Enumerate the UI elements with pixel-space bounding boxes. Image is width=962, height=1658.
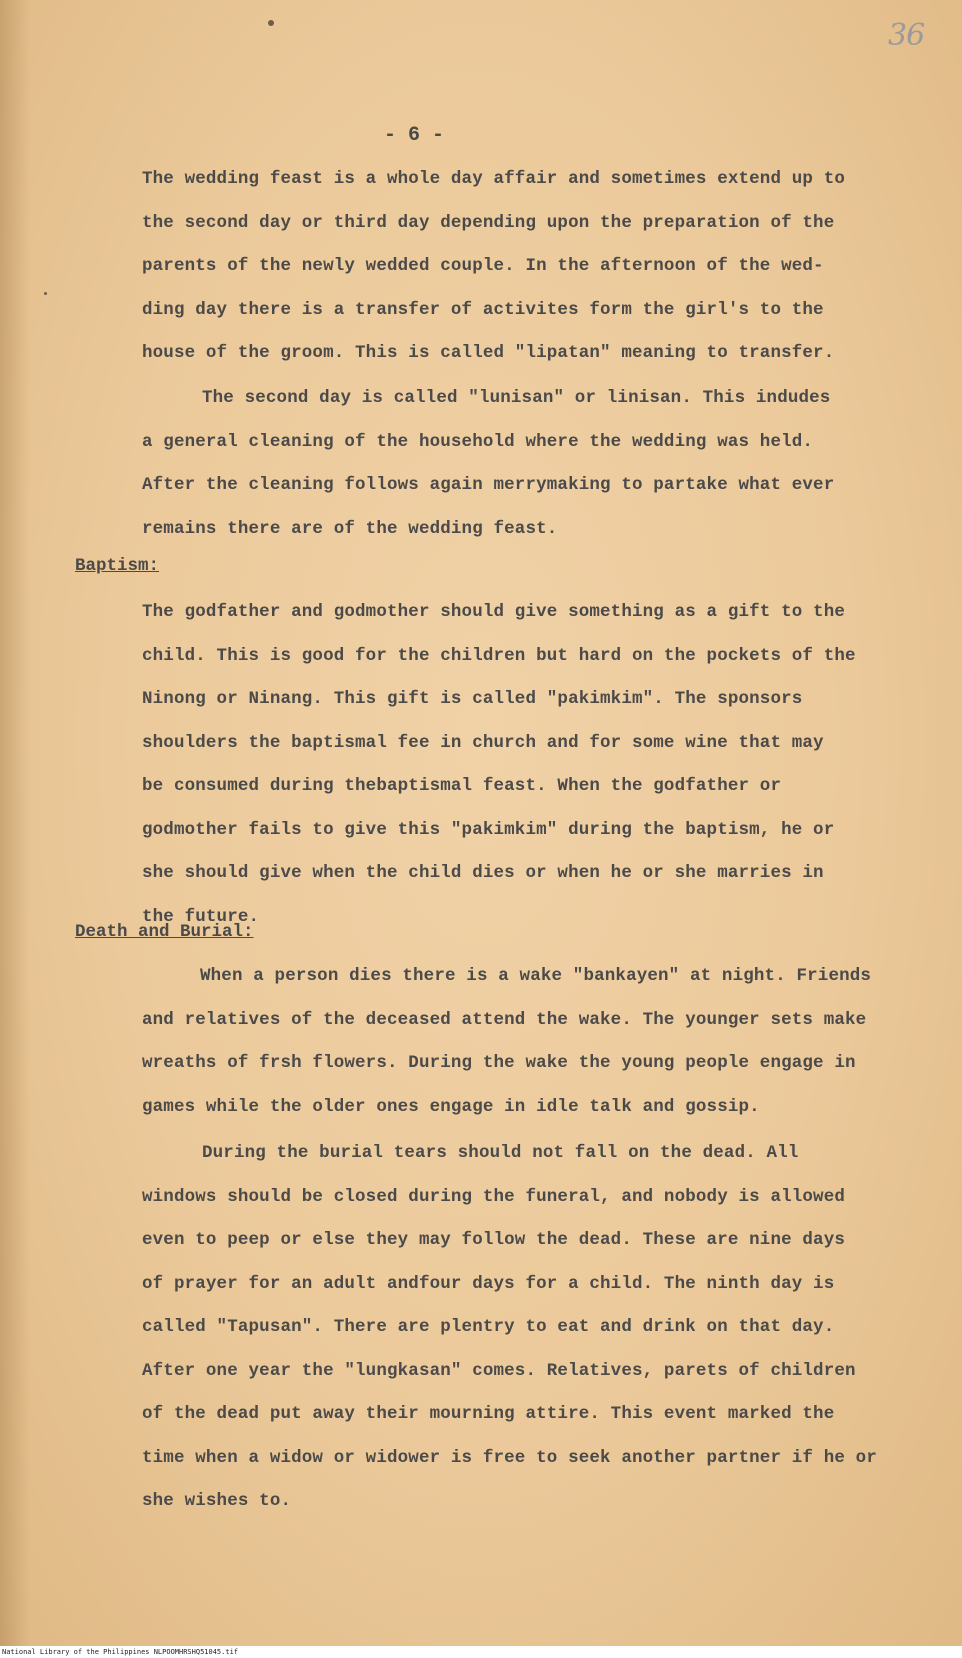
text-line: time when a widow or widower is free to seek another partner if he or (142, 1447, 877, 1468)
text-line: and relatives of the deceased attend the wake. The younger sets make (142, 1009, 867, 1030)
text-line: ding day there is a transfer of activites form the girl's to the (142, 299, 824, 320)
text-line: When a person dies there is a wake "bankayen" at night. Friends (200, 966, 872, 986)
text-line: even to peep or else they may follow the dead. These are nine days (142, 1230, 846, 1250)
text-line: she should give when the child dies or when he or she marries in (142, 863, 824, 883)
text-line: child. This is good for the children but hard on the pockets of the (142, 645, 856, 666)
text-line: Ninong or Ninang. This gift is called "pakimkim". The sponsors (142, 689, 803, 709)
text-line: the second day or third day depending upon the preparation of the (142, 212, 835, 233)
text-line: shoulders the baptismal fee in church and for some wine that may (142, 732, 824, 753)
death-burial-heading: Death and Burial: (75, 922, 254, 942)
text-line: After one year the "lungkasan" comes. Relatives, parets of children (142, 1360, 856, 1381)
text-line: of prayer for an adult andfour days for a child. The ninth day is (142, 1273, 835, 1294)
text-line: games while the older ones engage in idle talk and gossip. (142, 1096, 760, 1117)
text-line: the future. (142, 906, 260, 927)
text-line: The wedding feast is a whole day affair and sometimes extend up to (142, 169, 846, 189)
text-line: remains there are of the wedding feast. (142, 518, 558, 539)
handwritten-page-number: 36 (888, 18, 925, 53)
text-line: parents of the newly wedded couple. In the afternoon of the wed- (142, 256, 824, 276)
text-line: a general cleaning of the household where the wedding was held. (142, 431, 814, 452)
wake-paragraph (142, 955, 871, 1129)
text-line: of the dead put away their mourning attire. This event marked the (142, 1404, 835, 1424)
text-line: During the burial tears should not fall on the dead. All (202, 1143, 799, 1163)
margin-mark (44, 292, 47, 295)
archive-footer: National Library of the Philippines NLPOOMHRSHQ51045.tif (0, 1646, 962, 1658)
text-line: After the cleaning follows again merrymaking to partake what ever (142, 475, 835, 495)
text-line: she wishes to. (142, 1491, 292, 1511)
page-edge-shadow (0, 0, 30, 1646)
text-line: windows should be closed during the funeral, and nobody is allowed (142, 1186, 846, 1207)
wedding-paragraph (142, 158, 845, 376)
burial-paragraph (142, 1132, 877, 1524)
text-line: house of the groom. This is called "lipatan" meaning to transfer. (142, 343, 835, 363)
page-number: - 6 - (384, 124, 445, 147)
baptism-paragraph (142, 591, 856, 939)
ink-speck (268, 20, 274, 26)
baptism-heading: Baptism: (75, 556, 160, 576)
text-line: The godfather and godmother should give something as a gift to the (142, 602, 846, 622)
text-line: called "Tapusan". There are plentry to eat and drink on that day. (142, 1317, 835, 1337)
text-line: The second day is called "lunisan" or linisan. This indudes (202, 388, 831, 408)
second-day-paragraph (142, 377, 834, 551)
text-line: be consumed during thebaptismal feast. When the godfather or (142, 776, 782, 796)
text-line: godmother fails to give this "pakimkim" during the baptism, he or (142, 819, 835, 840)
text-line: wreaths of frsh flowers. During the wake the young people engage in (142, 1053, 856, 1073)
